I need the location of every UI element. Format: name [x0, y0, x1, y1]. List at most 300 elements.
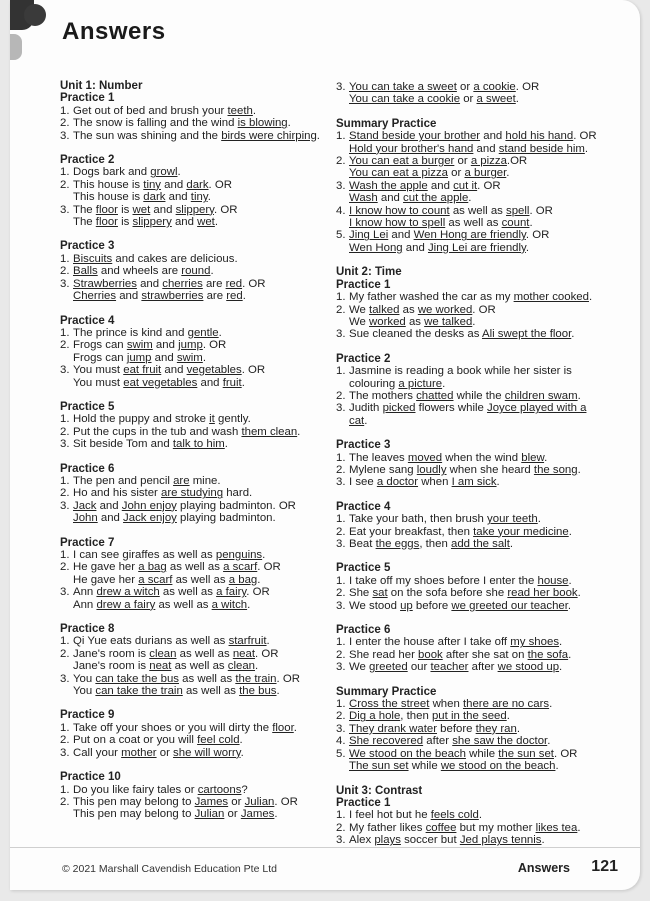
answer-line — [73, 599, 330, 611]
answer-segment: . OR — [477, 179, 501, 192]
answer-segment: . — [202, 351, 206, 364]
answer-segment: . — [588, 291, 593, 304]
item-number: 1. — [60, 635, 70, 648]
answer-segment: . — [559, 661, 563, 674]
practice-heading: Summary Practice — [336, 685, 437, 698]
item-number: 4. — [336, 735, 346, 748]
answer-underlined: The sun set — [349, 760, 409, 773]
answer-segment: on the sofa before she — [387, 587, 508, 600]
answer-item — [336, 291, 621, 303]
answer-line — [349, 378, 621, 390]
answer-item — [60, 734, 330, 746]
answer-line — [73, 377, 330, 389]
answer-item — [60, 278, 330, 303]
answer-text — [73, 500, 330, 525]
answer-segment: We — [349, 315, 370, 328]
item-number: 5. — [336, 229, 346, 242]
answer-text — [73, 166, 330, 178]
item-number: 1. — [336, 636, 346, 649]
answer-segment: Judith — [349, 402, 383, 415]
answer-underlined: floor — [95, 203, 118, 216]
answer-text — [349, 822, 621, 834]
answer-underlined: tiny — [143, 178, 162, 191]
answer-segment: Call your — [73, 746, 122, 759]
answer-underlined: Hold your brother's hand — [349, 142, 474, 155]
answer-segment: . — [577, 587, 581, 600]
answer-underlined: swim — [176, 351, 203, 364]
answer-underlined: read her book — [507, 587, 578, 600]
answer-text — [349, 661, 621, 673]
answer-underlined: eat vegetables — [123, 376, 198, 389]
answer-block — [336, 624, 621, 674]
answer-segment: . — [297, 425, 301, 438]
answer-underlined: You can eat a pizza — [349, 167, 449, 180]
answer-text — [73, 487, 330, 499]
answer-segment: . — [496, 476, 500, 489]
answer-underlined: a cookie — [473, 81, 516, 93]
answer-underlined: there are no cars — [462, 698, 550, 711]
answer-line — [73, 660, 330, 672]
answer-segment: . — [568, 574, 572, 587]
answer-line — [349, 93, 621, 105]
answer-underlined: They drank water — [349, 722, 437, 735]
answer-line — [73, 487, 330, 499]
answer-underlined: We stood on the beach — [349, 747, 466, 760]
answer-segment: . — [568, 648, 572, 661]
answer-segment: . OR — [242, 277, 266, 290]
item-number: 1. — [336, 291, 346, 304]
answer-text — [73, 327, 330, 339]
answer-underlined: Jing Lei — [349, 229, 389, 242]
answer-underlined: drew a fairy — [96, 598, 156, 611]
answer-line — [73, 105, 330, 117]
answer-underlined: Wen Hong — [349, 241, 403, 254]
answer-text — [349, 710, 621, 722]
answer-block — [60, 463, 330, 525]
answer-line — [349, 476, 621, 488]
answer-segment: and — [165, 191, 191, 204]
answer-segment: and — [96, 499, 122, 512]
item-number: 1. — [60, 252, 70, 265]
answer-segment: and — [402, 241, 428, 254]
answer-line — [73, 253, 330, 265]
answer-segment: . OR — [276, 672, 300, 685]
answer-line — [349, 723, 621, 735]
answer-page — [10, 0, 640, 890]
answer-underlined: the bus — [239, 685, 277, 698]
answer-underlined: jump — [178, 339, 203, 352]
answer-item — [60, 426, 330, 438]
answer-text — [73, 796, 330, 821]
answer-line — [349, 538, 621, 550]
unit-heading: Unit 3: Contrast — [336, 784, 423, 797]
answer-segment: . — [468, 192, 472, 205]
answer-underlined: neat — [232, 647, 255, 660]
item-number: 3. — [336, 722, 346, 735]
answer-text — [349, 587, 621, 599]
answer-item — [60, 784, 330, 796]
item-number: 4. — [336, 204, 346, 217]
answer-segment: . — [506, 710, 510, 723]
answer-block — [336, 266, 621, 340]
item-number: 2. — [60, 647, 70, 660]
item-number: 1. — [60, 104, 70, 117]
answer-line — [349, 229, 621, 241]
answer-underlined: cut it — [453, 179, 478, 192]
answer-item — [60, 648, 330, 673]
answer-segment: soccer but — [400, 834, 460, 847]
answer-text — [73, 648, 330, 673]
answer-underlined: slippery — [132, 216, 172, 229]
answer-segment: playing badminton. — [176, 512, 276, 525]
answer-underlined: neat — [149, 660, 172, 673]
answer-item — [336, 834, 621, 846]
answer-segment: Take off your shoes or you will dirty the — [73, 721, 273, 734]
answer-line — [73, 673, 330, 685]
answer-segment: . — [549, 698, 553, 711]
answer-line — [73, 364, 330, 376]
practice-heading: Practice 7 — [60, 536, 115, 549]
answer-underlined: a pizza — [470, 155, 507, 168]
answer-segment: Put the cups in the tub and wash — [73, 425, 242, 438]
answer-line — [73, 648, 330, 660]
answer-line — [349, 365, 621, 377]
item-number: 3. — [60, 129, 70, 142]
answer-underlined: round — [181, 265, 211, 278]
answer-segment: . OR — [208, 178, 232, 191]
item-number: 3. — [336, 834, 346, 847]
answer-segment: as — [399, 303, 418, 316]
answer-segment: . OR — [214, 203, 238, 216]
practice-heading: Practice 9 — [60, 709, 115, 722]
answer-text — [73, 105, 330, 117]
answer-segment: . — [224, 438, 228, 451]
answer-segment: and — [97, 512, 124, 525]
item-number: 3. — [60, 499, 70, 512]
answer-underlined: the eggs — [375, 538, 420, 550]
answer-line — [349, 180, 621, 192]
answer-segment: The — [73, 216, 96, 229]
practice-heading: Practice 6 — [60, 462, 115, 475]
answer-segment: The prince is kind and — [73, 326, 188, 339]
answer-underlined: put in the seed — [431, 710, 507, 723]
answer-line — [349, 600, 621, 612]
answer-underlined: You can take a cookie — [349, 93, 461, 106]
binder-hole — [24, 4, 46, 26]
answer-underlined: a sweet — [476, 93, 516, 106]
item-number: 2. — [336, 463, 346, 476]
answer-segment: . — [241, 376, 245, 389]
answer-item — [336, 229, 621, 254]
item-number: 2. — [336, 710, 346, 723]
answer-segment: or — [224, 808, 241, 821]
answer-segment: or — [156, 746, 174, 759]
item-number: 2. — [60, 487, 70, 500]
answer-item — [336, 723, 621, 735]
answer-segment: and — [171, 216, 198, 229]
answer-segment: . — [252, 104, 257, 117]
answer-segment: I can see giraffes as well as — [73, 549, 216, 561]
answer-underlined: we stood on the beach — [440, 760, 556, 773]
answer-segment: . OR — [553, 747, 578, 760]
answer-block — [60, 315, 330, 389]
answer-segment: . — [240, 746, 244, 759]
answer-underlined: mother — [121, 746, 157, 759]
answer-line — [349, 402, 621, 414]
answer-line — [73, 808, 330, 820]
answer-item — [336, 390, 621, 402]
answer-underlined: up — [400, 599, 413, 612]
answer-text — [73, 130, 330, 142]
item-number: 2. — [336, 155, 346, 168]
answer-text — [349, 452, 621, 464]
answer-underlined: can take the bus — [95, 672, 179, 685]
answer-segment: I take off my shoes before I enter the — [349, 574, 538, 587]
answer-segment: . — [559, 636, 563, 649]
practice-heading: Practice 1 — [336, 796, 391, 809]
answer-underlined: a bag — [138, 561, 167, 574]
answer-item — [336, 698, 621, 710]
item-number: 2. — [60, 425, 70, 438]
answer-line — [73, 512, 330, 524]
answer-underlined: mother cooked — [513, 291, 589, 304]
answer-item — [60, 117, 330, 129]
answer-segment: . — [239, 734, 243, 747]
answer-segment: are — [203, 290, 227, 303]
answer-segment: . OR — [529, 204, 553, 217]
answer-line — [73, 549, 330, 561]
item-number: 3. — [336, 179, 346, 192]
practice-heading: Practice 10 — [60, 771, 121, 784]
answer-underlined: I know how to count — [349, 204, 450, 217]
answer-segment: You — [73, 672, 96, 685]
answer-underlined: slippery — [175, 203, 215, 216]
answer-segment: You must — [73, 376, 124, 389]
answer-segment: after — [468, 661, 498, 674]
item-number: 1. — [336, 698, 346, 711]
answer-segment: Frogs can — [73, 339, 127, 352]
answer-segment: . — [214, 216, 219, 229]
answer-segment: is — [117, 203, 133, 216]
answer-item — [336, 513, 621, 525]
answer-segment: This pen may belong to — [73, 808, 195, 821]
answer-segment: . OR — [274, 795, 298, 808]
answer-item — [60, 635, 330, 647]
page-footer — [10, 847, 640, 890]
answer-underlined: red — [225, 277, 243, 290]
answer-segment: . — [506, 167, 510, 180]
answer-segment: I feel hot but he — [349, 809, 431, 822]
answer-line — [73, 117, 330, 129]
answer-segment: and — [473, 142, 499, 155]
answer-segment: as well as — [178, 672, 236, 685]
answer-underlined: count — [501, 217, 530, 230]
answer-segment: . — [255, 660, 259, 673]
answer-segment: . — [177, 166, 181, 179]
answer-segment: . — [529, 217, 533, 230]
answer-item — [336, 130, 621, 155]
answer-block — [336, 785, 621, 847]
answer-segment: as well as — [155, 598, 212, 611]
answer-item — [336, 661, 621, 673]
answer-line — [73, 635, 330, 647]
answer-underlined: book — [418, 648, 443, 661]
answer-line — [73, 413, 330, 425]
answer-underlined: a picture — [398, 377, 443, 390]
item-number: 3. — [60, 672, 70, 685]
answer-underlined: she will worry — [173, 746, 241, 759]
answer-segment: and — [151, 351, 177, 364]
answer-underlined: Jed plays tennis — [459, 834, 542, 847]
answer-text — [349, 809, 621, 821]
answer-line — [73, 278, 330, 290]
answer-line — [73, 290, 330, 302]
answer-text — [349, 513, 621, 525]
answer-underlined: Strawberries — [73, 277, 137, 290]
answer-segment: I see — [349, 476, 377, 489]
answer-segment: playing badminton. OR — [176, 499, 296, 512]
item-number: 1. — [336, 451, 346, 464]
answer-text — [349, 304, 621, 329]
answer-segment: . — [547, 735, 551, 748]
answer-underlined: strawberries — [141, 290, 204, 303]
item-number: 3. — [336, 538, 346, 550]
answer-segment: He gave her — [73, 561, 139, 574]
answer-underlined: James — [240, 808, 275, 821]
item-number: 5. — [336, 747, 346, 760]
answer-segment: before — [412, 599, 452, 612]
answer-underlined: are studying — [161, 487, 224, 500]
answer-segment: Eat your breakfast, then — [349, 525, 474, 538]
answer-segment: before — [437, 722, 476, 735]
answer-text — [73, 253, 330, 265]
answer-underlined: the sun set — [498, 747, 554, 760]
answer-segment: . — [274, 808, 278, 821]
answer-item — [336, 538, 621, 550]
practice-heading: Practice 4 — [336, 500, 391, 513]
answer-underlined: wet — [132, 203, 151, 216]
answer-line — [349, 143, 621, 155]
answer-text — [349, 402, 621, 427]
answer-segment: This house is — [73, 178, 144, 191]
answer-line — [349, 636, 621, 648]
answer-line — [73, 339, 330, 351]
answer-line — [349, 698, 621, 710]
answer-line — [349, 328, 621, 340]
answer-segment: The pen and pencil — [73, 474, 174, 487]
answer-line — [349, 452, 621, 464]
answer-item — [336, 735, 621, 747]
answer-segment: and — [136, 277, 163, 290]
answer-block — [60, 709, 330, 759]
answer-segment: as — [405, 315, 425, 328]
answer-segment: . — [287, 117, 291, 130]
answer-text — [73, 413, 330, 425]
answer-segment: . — [257, 573, 261, 586]
answer-line — [73, 179, 330, 191]
item-number: 3. — [336, 661, 346, 674]
answer-segment: . — [242, 290, 246, 303]
answer-underlined: a burger — [464, 167, 507, 180]
answer-item — [60, 265, 330, 277]
answer-text — [349, 476, 621, 488]
practice-heading: Practice 3 — [336, 439, 391, 452]
answer-item — [60, 561, 330, 586]
practice-heading: Practice 1 — [336, 278, 391, 291]
practice-heading: Practice 3 — [60, 240, 115, 253]
answer-line — [73, 475, 330, 487]
answer-segment: . — [472, 315, 476, 328]
answer-underlined: feels cold — [430, 809, 479, 822]
answer-block — [60, 80, 330, 142]
item-number: 3. — [336, 599, 346, 612]
answer-block — [60, 240, 330, 302]
answer-segment: My father washed the car as my — [349, 291, 514, 304]
answer-underlined: Jing Lei are friendly — [427, 241, 526, 254]
answer-underlined: floor — [95, 216, 118, 229]
answer-segment: Ho and his sister — [73, 487, 161, 500]
item-number: 2. — [60, 561, 70, 574]
answer-underlined: drew a witch — [96, 586, 160, 599]
answer-underlined: we greeted our teacher — [451, 599, 568, 612]
answer-segment: . — [577, 389, 581, 402]
answer-segment: after — [423, 735, 453, 748]
answer-item — [60, 327, 330, 339]
answer-line — [349, 81, 621, 93]
answer-segment: Beat — [349, 538, 376, 550]
answer-text — [349, 81, 621, 106]
item-number: 2. — [60, 265, 70, 278]
answer-segment: . — [577, 821, 581, 834]
answer-text — [73, 784, 330, 796]
answer-segment: Take your bath, then brush — [349, 513, 488, 526]
answer-underlined: talk to him — [172, 438, 225, 451]
page-number: 121 — [591, 858, 618, 875]
answer-underlined: cut the apple — [403, 192, 469, 205]
answer-segment: . — [541, 834, 545, 847]
answer-segment: and — [116, 290, 142, 303]
answer-text — [349, 538, 621, 550]
answer-underlined: house — [537, 574, 569, 587]
answer-underlined: a witch — [211, 598, 248, 611]
answer-segment: . — [525, 241, 530, 254]
answer-segment: , then — [400, 710, 432, 723]
answer-line — [349, 217, 621, 229]
answer-segment: . — [442, 377, 446, 390]
answer-segment: as well as — [449, 204, 507, 217]
answer-underlined: children swam — [504, 389, 578, 402]
item-number: 3. — [60, 586, 70, 599]
item-number: 1. — [336, 365, 346, 378]
answer-item — [336, 649, 621, 661]
answer-segment: and — [150, 203, 176, 216]
answer-underlined: penguins — [215, 549, 263, 561]
answer-item — [60, 500, 330, 525]
item-number: 1. — [336, 574, 346, 587]
page-title: Answers — [62, 18, 166, 45]
practice-heading: Practice 2 — [336, 352, 391, 365]
answer-item — [336, 155, 621, 180]
answer-segment: Dogs bark and — [73, 166, 151, 179]
answer-segment: We — [349, 661, 370, 674]
answer-underlined: Joyce played with a — [487, 402, 587, 415]
practice-heading: Practice 4 — [60, 314, 115, 327]
answer-text — [73, 364, 330, 389]
answer-segment: when the wind — [442, 451, 522, 464]
answer-underlined: they ran — [475, 722, 517, 735]
answer-underlined: dark — [143, 191, 166, 204]
answer-underlined: a doctor — [376, 476, 419, 489]
